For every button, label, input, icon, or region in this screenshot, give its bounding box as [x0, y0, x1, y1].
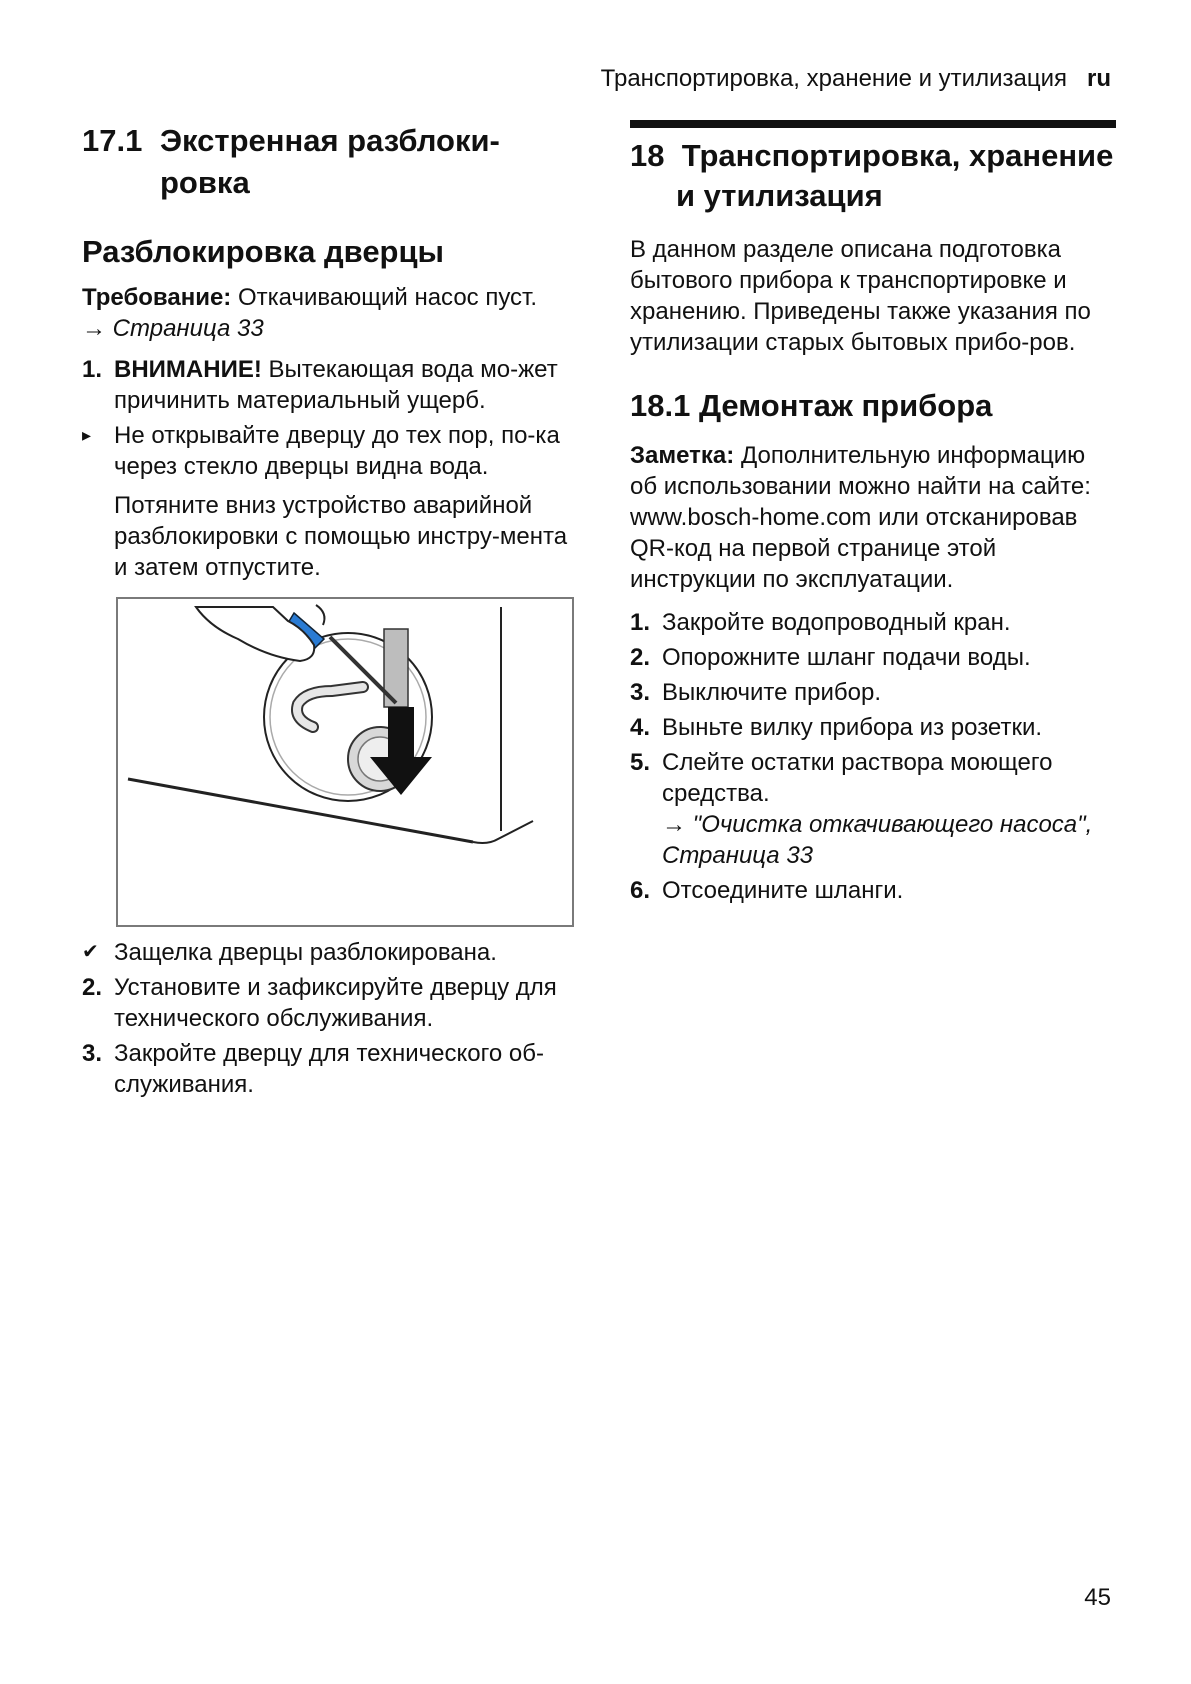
removal-steps [630, 607, 1116, 906]
step-2-marker: 2. [82, 974, 103, 1001]
pump-cleaning-link[interactable]: → "Очистка откачивающего насоса", Страница 33 [662, 811, 1093, 869]
removal-step-5-text: Слейте остатки раствора моющего средства. [662, 749, 1053, 807]
instruction-text: Потяните вниз устройство аварийной разблокировки с помощью инстру-мента и затем отпустите. [114, 492, 568, 581]
running-header-title: Транспортировка, хранение и утилизация [600, 65, 1067, 92]
chapter-18-heading [630, 136, 1116, 216]
emergency-release-drawing [118, 599, 574, 927]
chapter-title-line1: Транспортировка, хранение [681, 138, 1114, 173]
result-text: Защелка дверцы разблокирована. [114, 939, 497, 966]
chapter-number: 18 [630, 138, 665, 173]
removal-step-5: 5. Слейте остатки раствора моющего средства. → "Очистка откачивающего насоса", Страница 33 [630, 747, 1116, 871]
requirement [82, 282, 576, 313]
checkmark-icon: ✔ [82, 941, 99, 963]
page-number: 45 [1084, 1584, 1111, 1611]
section-title-line2: ровка [160, 165, 250, 200]
language-code: ru [1087, 65, 1111, 92]
note [630, 440, 1116, 595]
triangle-bullet-icon: ▸ [82, 425, 92, 445]
step-3-marker: 3. [82, 1040, 103, 1067]
step-1 [82, 354, 576, 416]
removal-step-1: 1. Закройте водопроводный кран. [630, 609, 1011, 636]
warning-action-text: Не открывайте дверцу до тех пор, по-ка через стекло дверцы видна вода. [114, 422, 560, 480]
step-3 [82, 1038, 576, 1100]
requirement-text: Откачивающий насос пуст. [237, 284, 538, 311]
running-header [601, 64, 1111, 94]
right-column [630, 120, 1116, 910]
removal-step-2: 2. Опорожните шланг подачи воды. [630, 644, 1031, 671]
removal-step-4: 4. Выньте вилку прибора из розетки. [630, 714, 1043, 741]
emergency-release-illustration [116, 597, 574, 927]
removal-step-3: 3. Выключите прибор. [630, 679, 882, 706]
section-number: 17.1 [82, 123, 143, 158]
step-1-marker: 1. [82, 356, 103, 383]
unlock-steps [82, 354, 576, 583]
section-17-1-heading [82, 120, 576, 204]
chapter-rule [630, 120, 1116, 128]
note-label: Заметка: [630, 442, 735, 469]
removal-step-6: 6. Отсоедините шланги. [630, 877, 904, 904]
result [82, 937, 576, 968]
note-text: Дополнительную информацию об использовании можно найти на сайте: www.bosch-home.com или отсканировав QR-код на первой странице этой инструкции по эксплуатации. [630, 442, 1091, 593]
left-column [82, 120, 576, 1104]
step-2-text: Установите и зафиксируйте дверцу для технического обслуживания. [114, 974, 557, 1032]
section-18-1-heading: 18.1 Демонтаж прибора [630, 388, 993, 423]
requirement-link[interactable]: → Страница 33 [82, 315, 264, 342]
step-3-text: Закройте дверцу для технического об-служивания. [114, 1040, 544, 1098]
door-unlock-heading: Разблокировка дверцы [82, 234, 445, 269]
warning-action [82, 420, 576, 482]
chapter-title-line2: и утилизация [676, 178, 883, 213]
step-2 [82, 972, 576, 1034]
step-1-text: Вытекающая вода мо-жет причинить материальный ущерб. [114, 356, 558, 414]
section-title-line1: Экстренная разблоки- [160, 123, 500, 158]
warning-label: ВНИМАНИЕ! [114, 356, 262, 383]
requirement-label: Требование: [82, 284, 232, 311]
instruction [82, 490, 576, 583]
chapter-intro: В данном разделе описана подготовка бытового прибора к транспортировке и хранению. Приведены также указания по утилизации старых бытовых прибо-ров. [630, 236, 1091, 356]
